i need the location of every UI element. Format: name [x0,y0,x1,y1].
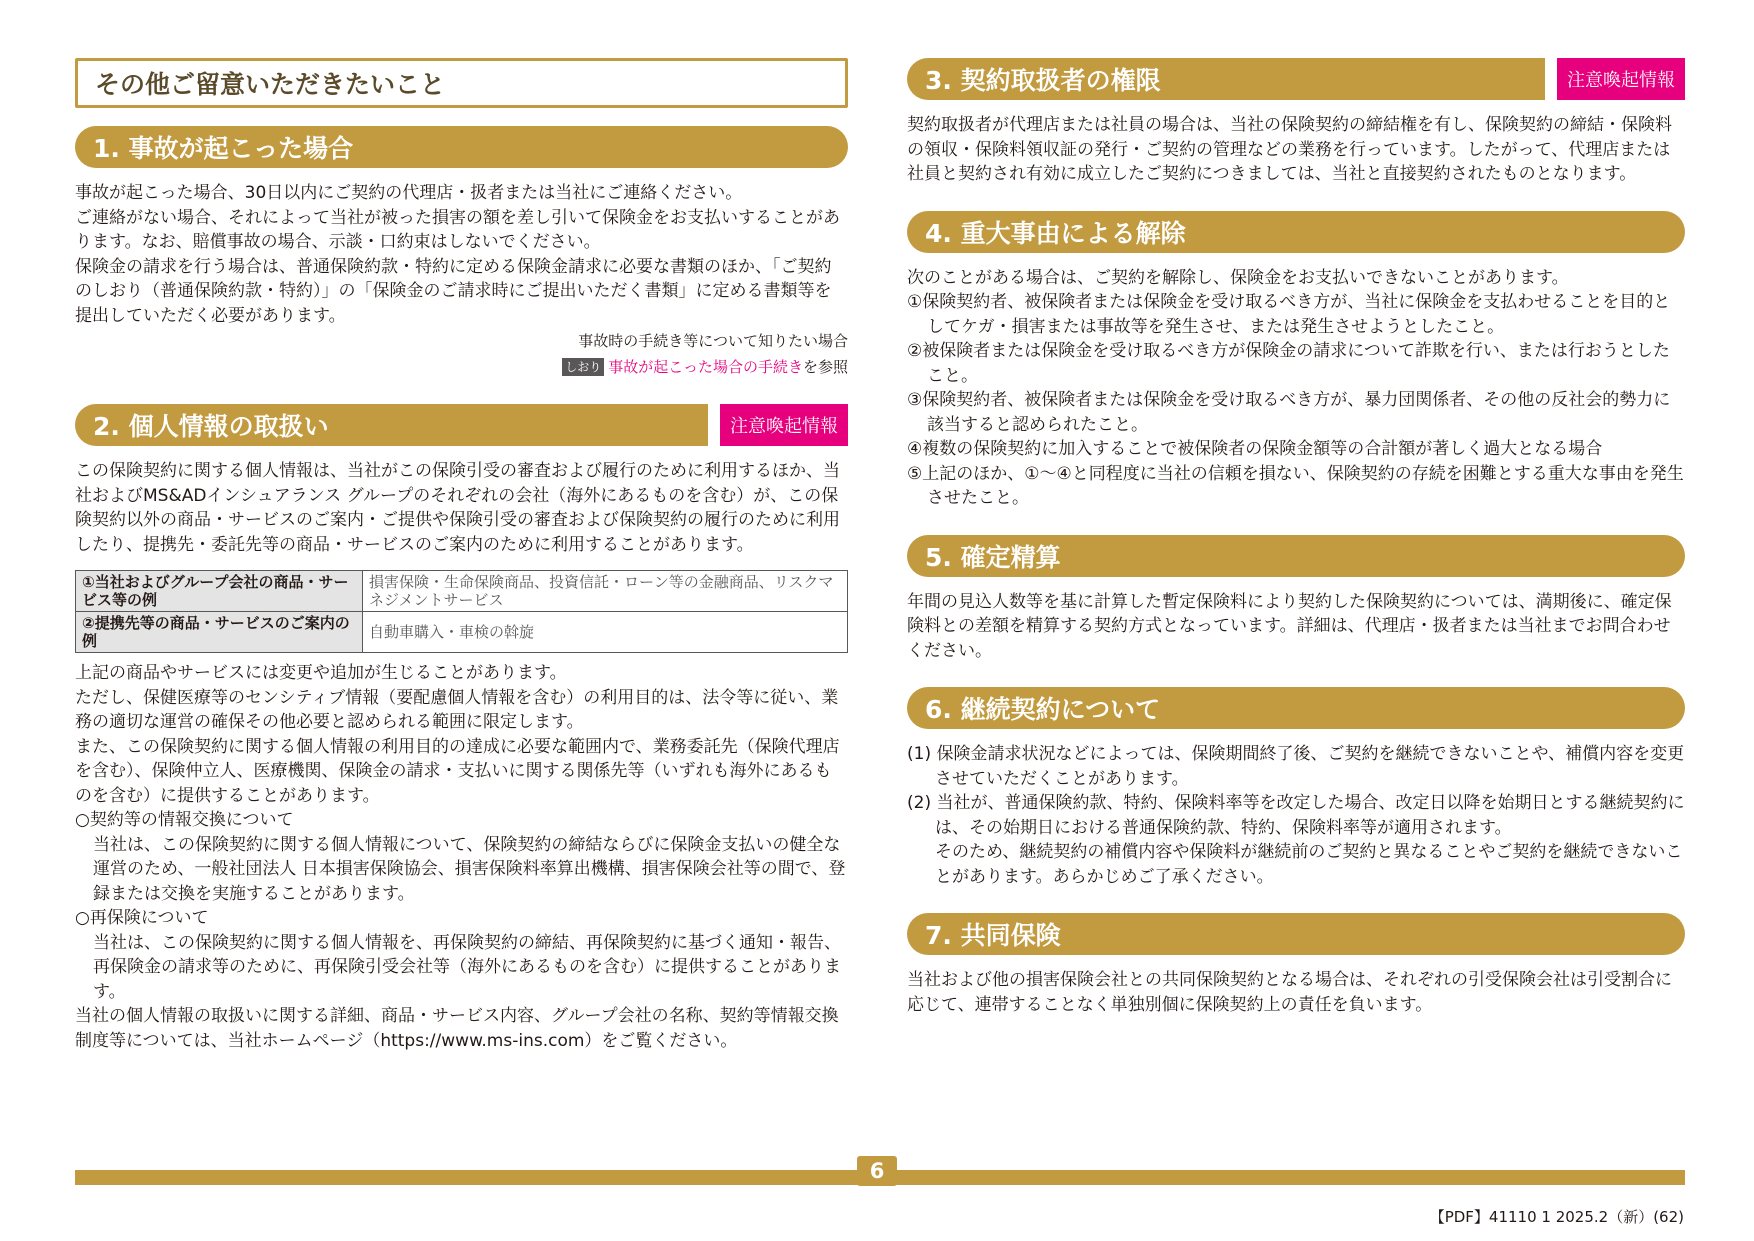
s7-body: 当社および他の損害保険会社との共同保険契約となる場合は、それぞれの引受保険会社は引受割合に応じて、連帯することなく単独別個に保険契約上の責任を負います。 [907,970,1672,1015]
s1-paragraph-2: ご連絡がない場合、それによって当社が被った損害の額を差し引いて保険金をお支払いすることがあります。なお、賠償事故の場合、示談・口約束はしないでください。 [75,207,840,252]
s4-item-3: ③保険契約者、被保険者または保険金を受け取るべき方が、暴力団関係者、その他の反社会的勢力に該当すると認められたこと。 [907,390,1671,435]
table-row [76,571,848,612]
table-row [76,612,848,653]
section-1-title: 1. 事故が起こった場合 [75,126,848,168]
s1-reference [75,328,848,380]
right-column [907,58,1685,1017]
s5-body: 年間の見込人数等を基に計算した暫定保険料により契約した保険契約については、満期後に、確定保険料との差額を精算する契約方式となっています。詳細は、代理店・扱者または当社までお問合わせください。 [907,591,1672,661]
s2-paragraph-2: 上記の商品やサービスには変更や追加が生じることがあります。 [75,663,567,683]
section-6-header [907,687,1685,729]
s2-sub2-title: ○再保険について [75,908,209,928]
s6-item-1: (1) 保険金請求状況などによっては、保険期間終了後、ご契約を継続できないことや、補償内容を変更させていただくことがあります。 [907,744,1685,789]
intro-title: その他ご留意いただきたいこと [75,58,848,108]
document-code: 【PDF】41110 1 2025.2（新）(62) [1429,1208,1684,1226]
section-5-title: 5. 確定精算 [907,535,1685,577]
s6-item-2-cont: そのため、継続契約の補償内容や保険料が継続前のご契約と異なることやご契約を継続できないことがあります。あらかじめご了承ください。 [935,842,1683,887]
table-cell: 自動車購入・車検の斡旋 [363,612,848,653]
left-column [75,58,848,1053]
s6-item-2: (2) 当社が、普通保険約款、特約、保険料率等を改定した場合、改定日以降を始期日とする継続契約には、その始期日における普通保険約款、特約、保険料率等が適用されます。 [907,793,1685,838]
s2-alert-badge: 注意喚起情報 [720,404,848,446]
section-5-header [907,535,1685,577]
s2-paragraph-3: ただし、保健医療等のセンシティブ情報（要配慮個人情報を含む）の利用目的は、法令等に従い、業務の適切な運営の確保その他必要と認められる範囲に限定します。 [75,687,839,732]
s1-ref-link[interactable]: 事故が起こった場合の手続き [608,358,803,376]
section-2-header [75,404,848,446]
s1-ref-note: 事故時の手続き等について知りたい場合 [578,332,848,350]
s1-paragraph-3: 保険金の請求を行う場合は、普通保険約款・特約に定める保険金請求に必要な書類のほか、「ご契約のしおり（普通保険約款・特約）」の「保険金のご請求時にご提出いただく書類」に定める書類等を提出していただく必要があります。 [75,256,832,326]
section-2-title: 2. 個人情報の取扱い [75,404,708,446]
shiori-tag: しおり [562,358,604,376]
s2-sub1-title: ○契約等の情報交換について [75,810,294,830]
s1-paragraph-1: 事故が起こった場合、30日以内にご契約の代理店・扱者または当社にご連絡ください。 [75,183,743,203]
s1-ref-line [75,354,848,380]
s4-intro: 次のことがある場合は、ご契約を解除し、保険金をお支払いできないことがあります。 [907,267,1569,288]
table-cell: 損害保険・生命保険商品、投資信託・ローン等の金融商品、リスクマネジメントサービス [363,571,848,612]
s2-sub2-body: 当社は、この保険契約に関する個人情報を、再保険契約の締結、再保険契約に基づく通知・報告、再保険金の請求等のために、再保険引受会社等（海外にあるものを含む）に提供することがあります。 [93,932,841,1002]
section-4-header [907,211,1685,253]
s4-item-2: ②被保険者または保険金を受け取るべき方が保険金の請求について詐欺を行い、または行おうとしたこと。 [907,341,1670,386]
s2-paragraph-5: 当社の個人情報の取扱いに関する詳細、商品・サービス内容、グループ会社の名称、契約等情報交換制度等については、当社ホームページ（https://www.ms-ins.com）をご覧ください。 [75,1006,839,1051]
s2-paragraph-1: この保険契約に関する個人情報は、当社がこの保険引受の審査および履行のために利用するほか、当社およびMS&ADインシュアランス グループのそれぞれの会社（海外にあるものを含む）が、この保険契約以外の商品・サービスのご案内・ご提供や保険引受の審査および保険契約の履行のために利用したり、提携先・委託先等の商品・サービスのご案内のために利用することがあります。 [75,461,840,555]
table-head: ①当社およびグループ会社の商品・サービス等の例 [76,571,363,612]
section-3-title: 3. 契約取扱者の権限 [907,58,1545,100]
table-head: ②提携先等の商品・サービスのご案内の例 [76,612,363,653]
s4-item-1: ①保険契約者、被保険者または保険金を受け取るべき方が、当社に保険金を支払わせることを目的としてケガ・損害または事故等を発生させ、または発生させようとしたこと。 [907,292,1671,337]
s4-item-5: ⑤上記のほか、①～④と同程度に当社の信頼を損ない、保険契約の存続を困難とする重大な事由を発生させたこと。 [907,463,1684,508]
section-7-header [907,913,1685,955]
example-table [75,570,848,653]
section-7-title: 7. 共同保険 [907,913,1685,955]
s2-paragraph-4: また、この保険契約に関する個人情報の利用目的の達成に必要な範囲内で、業務委託先（保険代理店を含む）、保険仲立人、医療機関、保険金の請求・支払いに関する関係先等（いずれも海外にあるものを含む）に提供することがあります。 [75,736,840,806]
page-number: 6 [857,1156,897,1186]
section-6-title: 6. 継続契約について [907,687,1685,729]
section-4-title: 4. 重大事由による解除 [907,211,1685,253]
s4-item-4: ④複数の保険契約に加入することで被保険者の保険金額等の合計額が著しく過大となる場合 [907,439,1603,459]
s3-alert-badge: 注意喚起情報 [1557,58,1685,100]
s2-sub1-body: 当社は、この保険契約に関する個人情報について、保険契約の締結ならびに保険金支払いの健全な運営のため、一般社団法人 日本損害保険協会、損害保険料率算出機構、損害保険会社等の間で、登録または交換を実施することがあります。 [93,834,846,904]
s1-ref-suffix: を参照 [802,358,848,376]
section-1-header [75,126,848,168]
s3-body: 契約取扱者が代理店または社員の場合は、当社の保険契約の締結権を有し、保険契約の締結・保険料の領収・保険料領収証の発行・ご契約の管理などの業務を行っています。したがって、代理店または社員と契約され有効に成立したご契約につきましては、当社と直接契約されたものとなります。 [907,115,1672,184]
section-3-header [907,58,1685,100]
